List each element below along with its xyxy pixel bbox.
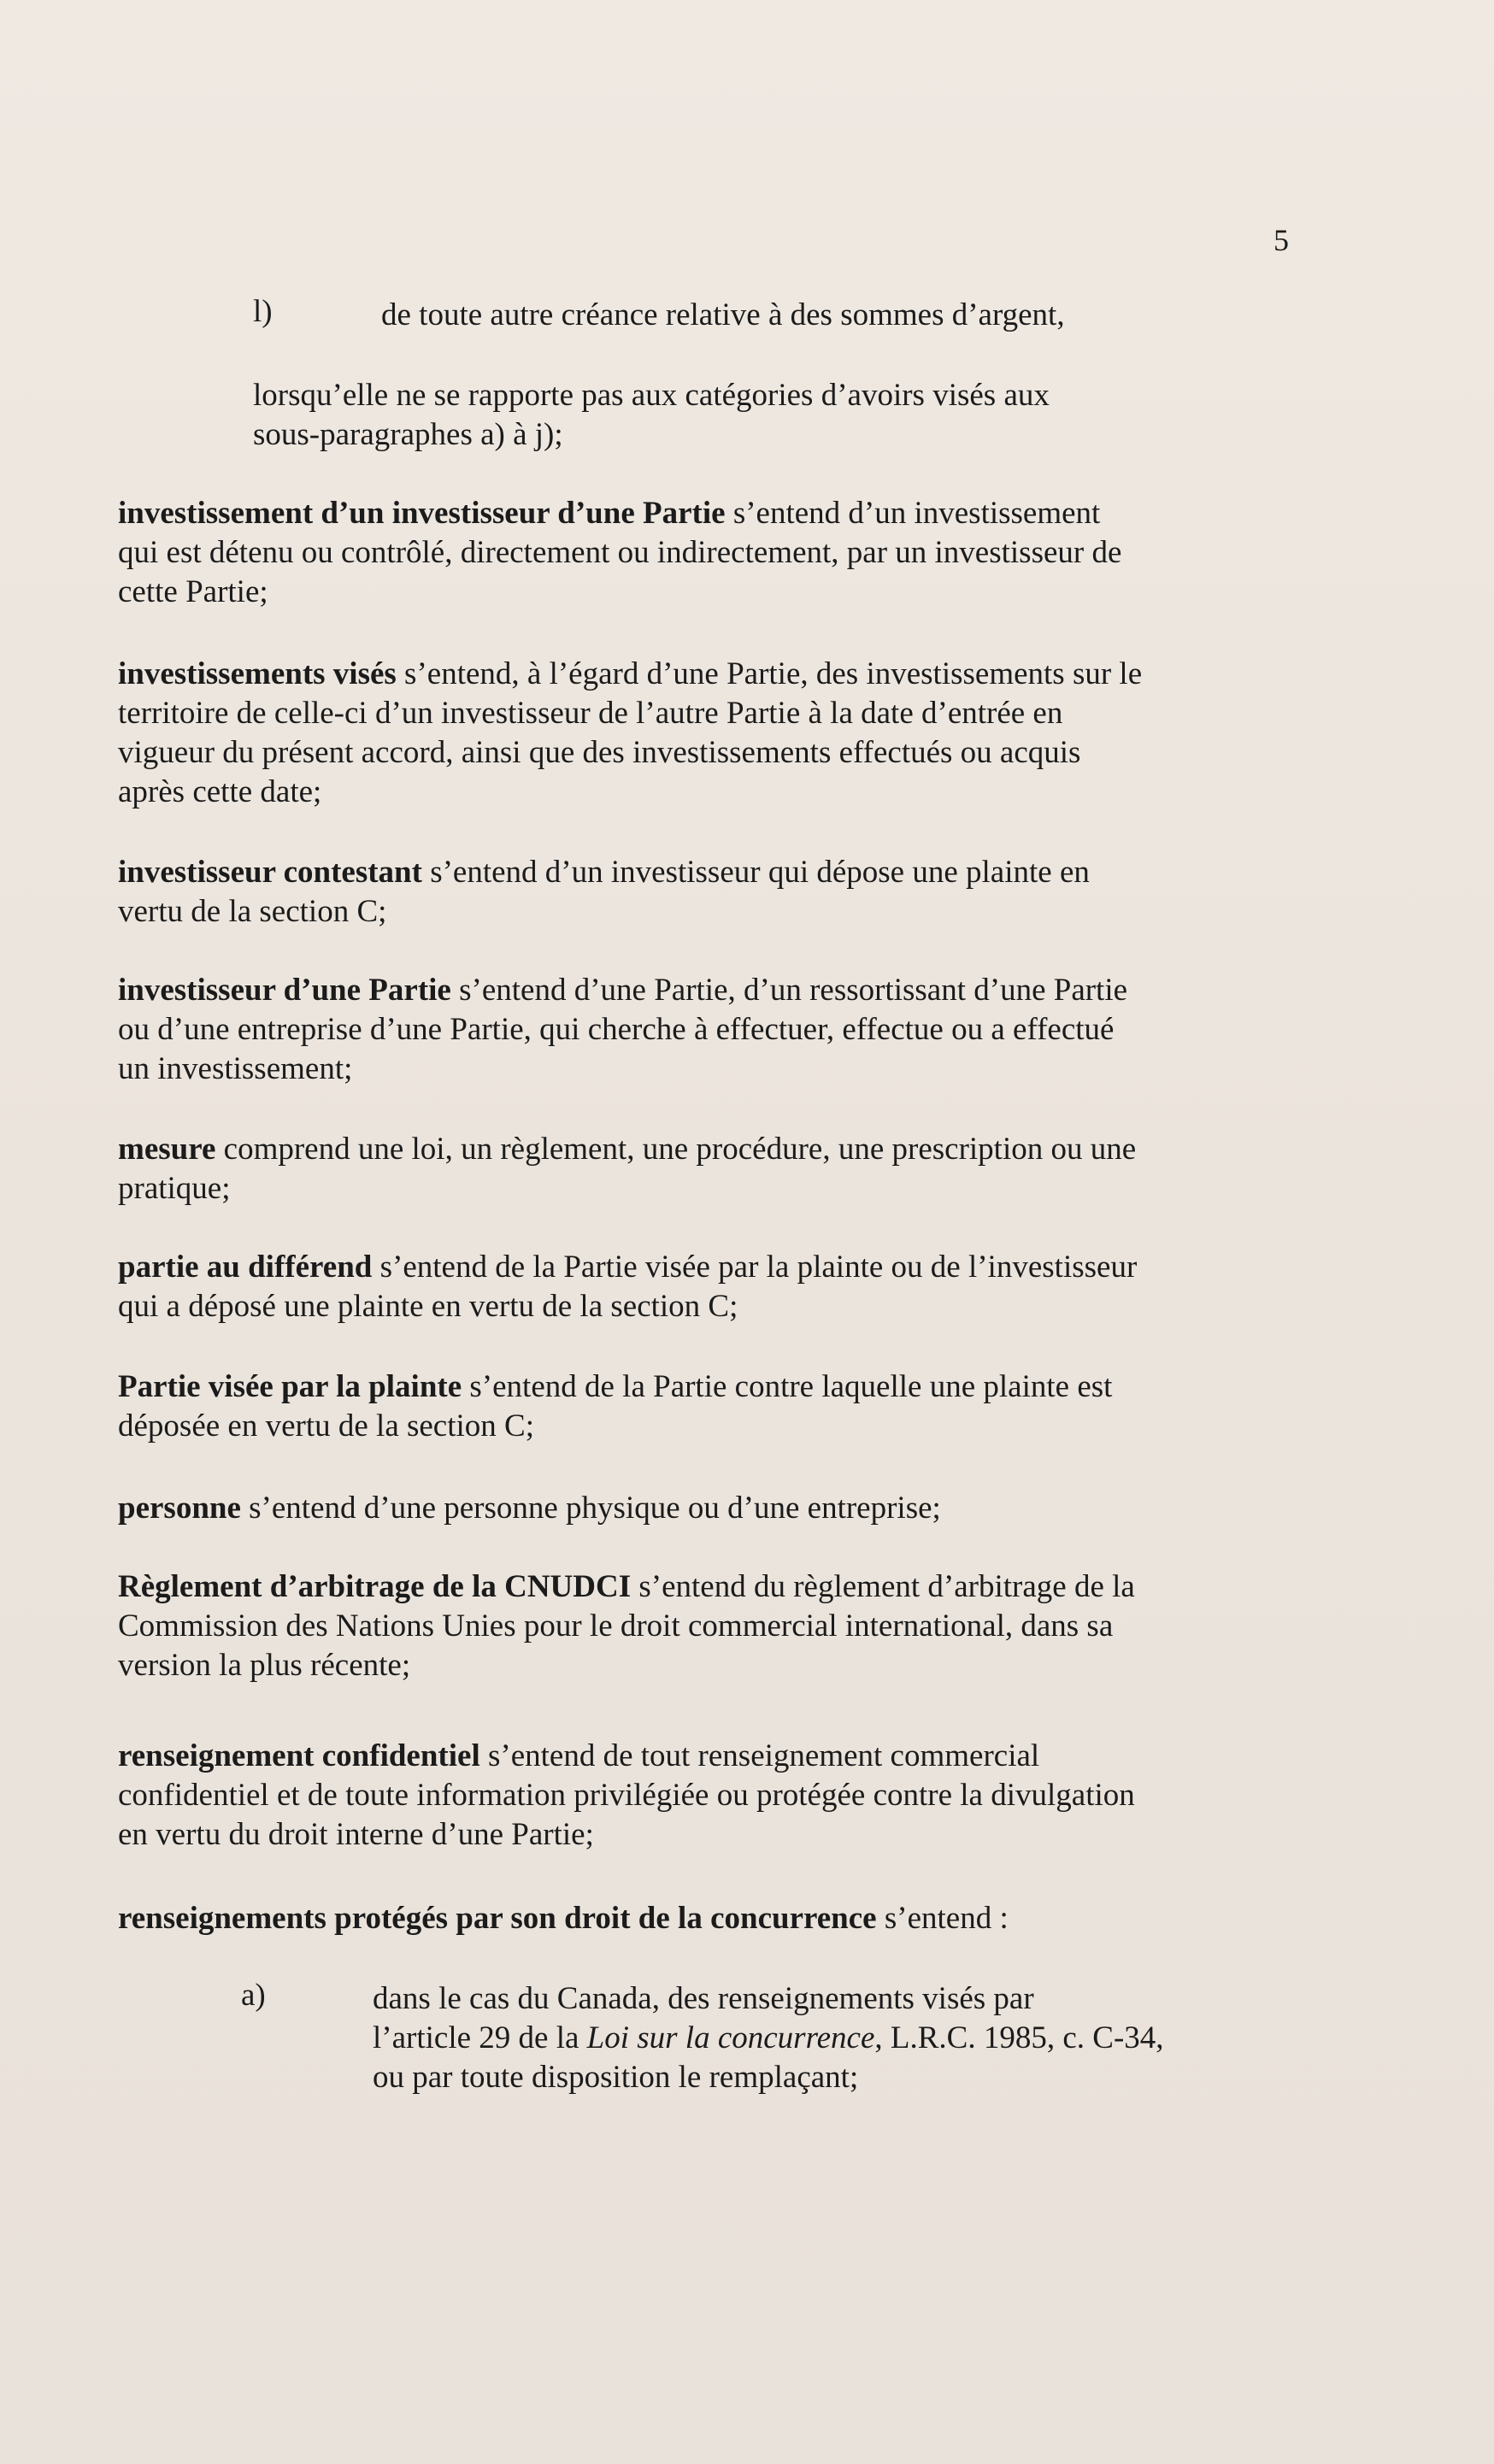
definition-term: Règlement d’arbitrage de la CNUDCI xyxy=(118,1569,632,1604)
definition-line: vertu de la section C; xyxy=(118,894,387,929)
definition-mesure xyxy=(118,1130,1297,1208)
definition-text: s’entend de la Partie contre laquelle une plainte est xyxy=(462,1369,1113,1404)
definition-reglement-arbitrage-cnudci xyxy=(118,1567,1297,1685)
definition-text: s’entend d’un investisseur qui dépose une plainte en xyxy=(421,855,1090,890)
definition-partie-au-differend xyxy=(118,1248,1297,1326)
definition-renseignement-confidentiel xyxy=(118,1737,1297,1855)
definition-line: pratique; xyxy=(118,1171,231,1206)
continuation-line-1: lorsqu’elle ne se rapporte pas aux catégories d’avoirs visés aux xyxy=(253,378,1050,413)
definition-line xyxy=(118,853,1297,892)
definition-investissements-vises xyxy=(118,655,1297,812)
definition-line: version la plus récente; xyxy=(118,1648,411,1683)
definition-line xyxy=(118,1248,1297,1287)
definition-line: territoire de celle-ci d’un investisseur de l’autre Partie à la date d’entrée en xyxy=(118,696,1063,731)
definition-line xyxy=(118,655,1297,694)
definition-line xyxy=(118,1899,1297,1938)
definition-line xyxy=(118,1737,1297,1776)
definition-line: après cette date; xyxy=(118,774,322,809)
definition-partie-visee-plainte xyxy=(118,1367,1297,1446)
item-a-line-2 xyxy=(373,2019,1347,2058)
definition-text: s’entend : xyxy=(876,1901,1009,1936)
definition-text: s’entend d’un investissement xyxy=(725,496,1101,531)
definition-line xyxy=(118,494,1297,533)
item-l-text: de toute autre créance relative à des sommes d’argent, xyxy=(381,297,1065,332)
definition-term: personne xyxy=(118,1491,241,1526)
definition-text: s’entend du règlement d’arbitrage de la xyxy=(631,1569,1135,1604)
definition-text: s’entend d’une personne physique ou d’une entreprise; xyxy=(240,1491,941,1526)
definition-line xyxy=(118,1567,1297,1607)
definition-term: investissements visés xyxy=(118,656,397,691)
definition-term: renseignements protégés par son droit de la concurrence xyxy=(118,1901,877,1936)
definition-text: s’entend, à l’égard d’une Partie, des investissements sur le xyxy=(396,656,1143,691)
page-number: 5 xyxy=(1273,223,1289,257)
definition-line: qui a déposé une plainte en vertu de la section C; xyxy=(118,1289,738,1324)
item-a-line-2-pre: l’article 29 de la xyxy=(373,2020,587,2055)
definition-line: Commission des Nations Unies pour le droit commercial international, dans sa xyxy=(118,1608,1114,1644)
definition-term: partie au différend xyxy=(118,1250,373,1285)
definition-investissement-investisseur-partie xyxy=(118,494,1297,612)
continuation-line-2: sous-paragraphes a) à j); xyxy=(253,417,563,452)
definition-line xyxy=(118,1489,1297,1528)
definition-line: qui est détenu ou contrôlé, directement ou indirectement, par un investisseur de xyxy=(118,535,1122,570)
definition-text: s’entend d’une Partie, d’un ressortissant d’une Partie xyxy=(450,973,1128,1008)
definition-line: en vertu du droit interne d’une Partie; xyxy=(118,1817,594,1852)
definition-term: mesure xyxy=(118,1132,216,1167)
item-l-label: l) xyxy=(253,294,273,329)
definition-line xyxy=(118,1367,1297,1407)
definition-line: vigueur du présent accord, ainsi que des investissements effectués ou acquis xyxy=(118,735,1081,770)
item-a-line-1: dans le cas du Canada, des renseignements visés par xyxy=(373,1981,1034,2016)
definition-line: déposée en vertu de la section C; xyxy=(118,1408,534,1444)
definition-term: investissement d’un investisseur d’une Partie xyxy=(118,496,726,531)
definition-investisseur-partie xyxy=(118,971,1297,1089)
definition-line: cette Partie; xyxy=(118,574,268,609)
definition-text: s’entend de la Partie visée par la plainte ou de l’investisseur xyxy=(372,1250,1138,1285)
definition-term: Partie visée par la plainte xyxy=(118,1369,462,1404)
definition-line: ou d’une entreprise d’une Partie, qui cherche à effectuer, effectue ou a effectué xyxy=(118,1012,1115,1047)
definition-renseignements-proteges xyxy=(118,1899,1297,1938)
loi-sur-la-concurrence-title: Loi sur la concurrence xyxy=(586,2020,875,2055)
definition-line xyxy=(118,1130,1297,1169)
definition-line: un investissement; xyxy=(118,1051,353,1086)
definition-text: s’entend de tout renseignement commercial xyxy=(479,1738,1040,1773)
item-a-label: a) xyxy=(241,1978,266,2013)
item-a-line-3: ou par toute disposition le remplaçant; xyxy=(373,2060,859,2095)
definition-term: renseignement confidentiel xyxy=(118,1738,480,1773)
definition-text: comprend une loi, un règlement, une procédure, une prescription ou une xyxy=(215,1132,1137,1167)
definition-investisseur-contestant xyxy=(118,853,1297,932)
definition-personne xyxy=(118,1489,1297,1528)
definition-line xyxy=(118,971,1297,1010)
definition-term: investisseur d’une Partie xyxy=(118,973,451,1008)
item-a-line-2-post: , L.R.C. 1985, c. C-34, xyxy=(874,2020,1164,2055)
definition-term: investisseur contestant xyxy=(118,855,422,890)
definition-line: confidentiel et de toute information privilégiée ou protégée contre la divulgation xyxy=(118,1778,1135,1813)
